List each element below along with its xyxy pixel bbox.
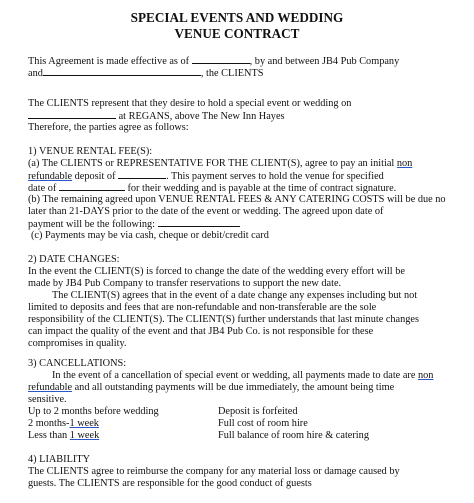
- section-1-text: . This payment serves to hold the venue for specified: [166, 171, 384, 182]
- section-4-heading: 4) LIABILITY: [28, 454, 91, 465]
- document-title-line-2: VENUE CONTRACT: [174, 26, 300, 41]
- document-title-line-1: SPECIAL EVENTS AND WEDDING: [130, 10, 344, 25]
- section-2-line-5: responsibility of the CLIENT(S). The CLIENT(S) further understands that last minute changes: [28, 314, 420, 325]
- refundable-link: refundable: [28, 171, 73, 182]
- effective-date-blank: [192, 55, 250, 64]
- one-week-link: 1 week: [69, 418, 99, 429]
- client-name-blank: [43, 67, 201, 76]
- section-2-line-2: made by JB4 Pub Company to transfer reservations to support the new date.: [28, 278, 342, 289]
- section-3-text: In the event of a cancellation of special event or wedding, all payments made to date are: [52, 370, 416, 381]
- intro-line-2: [28, 67, 462, 80]
- section-2-line-1: In the event the CLIENT(S) is forced to change the date of the wedding every effort will be: [28, 266, 405, 277]
- event-date-blank: [28, 110, 116, 119]
- section-1-c-line: (c) Payments may be via cash, cheque or debit/credit card: [31, 230, 269, 241]
- represent-text: at REGANS, above The New Inn Hayes: [118, 111, 285, 122]
- section-1-text: date of: [28, 183, 57, 194]
- intro-text: , by and between JB4 Pub Company: [249, 56, 400, 67]
- section-3-line-3: sensitive.: [28, 394, 67, 405]
- section-4-line-1: The CLIENTS agree to reimburse the company for any material loss or damage caused by: [28, 466, 400, 477]
- deposit-amount-blank: [118, 170, 166, 179]
- section-2-line-7: compromises in quality.: [28, 338, 127, 349]
- section-4-line-2: guests. The CLIENTS are responsible for the good conduct of guests: [28, 478, 312, 489]
- section-1-text: deposit of: [74, 171, 116, 182]
- section-3-heading: 3) CANCELLATIONS:: [28, 358, 127, 369]
- cancellation-row: [28, 430, 462, 442]
- section-3-line-1: [52, 370, 462, 382]
- represent-line-1: The CLIENTS represent that they desire to hold a special event or wedding on: [28, 98, 352, 109]
- cancellation-row: [28, 418, 462, 430]
- section-1-a-line-1: [28, 158, 462, 170]
- section-1-text: (a) The CLIENTS or REPRESENTATIVE FOR THE CLIENT(S), agree to pay an initial: [28, 158, 395, 169]
- section-3-text: and all outstanding payments will be due immediately, the amount being time: [74, 382, 395, 393]
- cancellation-charge: Deposit is forfeited: [218, 406, 298, 417]
- cancellation-charge: Full balance of room hire & catering: [218, 430, 369, 441]
- intro-text: , the CLIENTS: [200, 68, 264, 79]
- section-2-line-3: The CLIENT(S) agrees that in the event of a date change any expenses including but not: [52, 290, 418, 301]
- section-2-line-4: limited to deposits and fees that are non-refundable and non-transferable are the sole: [28, 302, 377, 313]
- section-2-line-6: can impact the quality of the event and that JB4 Pub Co. is not responsible for these: [28, 326, 374, 337]
- intro-text: This Agreement is made effective as of: [28, 56, 190, 67]
- non-link: non: [396, 158, 413, 169]
- intro-text: and: [28, 68, 43, 79]
- refundable-link: refundable: [28, 382, 73, 393]
- cancellation-period: Up to 2 months before wedding: [28, 406, 159, 417]
- section-1-b-line-2: later than 21-DAYS prior to the date of the event or wedding. The agreed upon date of: [28, 206, 384, 217]
- cancellation-row: [28, 406, 462, 418]
- specified-date-blank: [59, 182, 125, 191]
- cancellation-period: 2 months-: [28, 418, 70, 429]
- section-1-heading: 1) VENUE RENTAL FEE(S):: [28, 146, 153, 157]
- section-1-text: payment will be the following:: [28, 219, 155, 230]
- cancellation-period: Less than: [28, 430, 68, 441]
- payment-date-blank: [158, 218, 240, 227]
- section-1-b-line-1: (b) The remaining agreed upon VENUE RENTAL FEES & ANY CATERING COSTS will be due no: [28, 194, 446, 205]
- section-3-line-2: [28, 382, 462, 394]
- one-week-link: 1 week: [69, 430, 100, 441]
- section-2-heading: 2) DATE CHANGES:: [28, 254, 120, 265]
- non-link: non: [417, 370, 434, 381]
- cancellation-charge: Full cost of room hire: [218, 418, 308, 429]
- represent-line-3: Therefore, the parties agree as follows:: [28, 122, 189, 133]
- section-1-text: for their wedding and is payable at the time of contract signature.: [127, 183, 397, 194]
